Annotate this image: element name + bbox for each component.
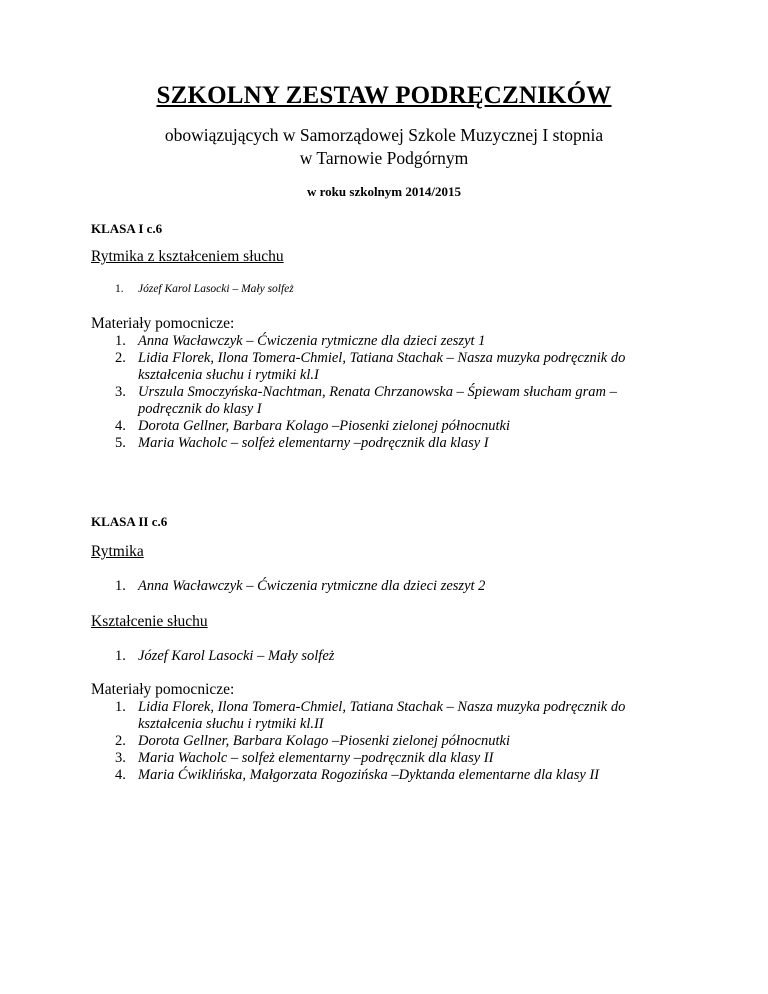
- list-item-number: 1.: [115, 699, 126, 715]
- klasa1-subject: Rytmika z kształceniem słuchu: [91, 248, 284, 265]
- list-item-text: Dorota Gellner, Barbara Kolago –Piosenki zielonej północnutki: [138, 418, 510, 434]
- list-item-number: 4.: [115, 418, 126, 434]
- klasa2-label: KLASA II c.6: [91, 514, 168, 529]
- klasa1-label: KLASA I c.6: [91, 221, 163, 236]
- list-item-text: podręcznik do klasy I: [138, 401, 262, 417]
- klasa2-subject-rytmika: Rytmika: [91, 543, 144, 560]
- list-item-number: 1.: [115, 578, 126, 594]
- list-item-text: Lidia Florek, Ilona Tomera-Chmiel, Tatiana Stachak – Nasza muzyka podręcznik do: [138, 699, 626, 715]
- list-item-text: Anna Wacławczyk – Ćwiczenia rytmiczne dla dzieci zeszyt 1: [138, 333, 486, 349]
- list-item-text: Józef Karol Lasocki – Mały solfeż: [138, 648, 335, 664]
- subtitle-line-1: obowiązujących w Samorządowej Szkole Muzycznej I stopnia: [164, 125, 604, 145]
- list-item-number: 4.: [115, 767, 126, 783]
- list-item-text: Lidia Florek, Ilona Tomera-Chmiel, Tatiana Stachak – Nasza muzyka podręcznik do: [138, 350, 626, 366]
- list-item-text: Anna Wacławczyk – Ćwiczenia rytmiczne dla dzieci zeszyt 2: [138, 578, 486, 594]
- list-item-number: 1.: [115, 648, 126, 664]
- list-item-text: Maria Wacholc – solfeż elementarny –podręcznik dla klasy II: [138, 750, 494, 766]
- list-item-number: 1.: [115, 283, 124, 295]
- list-item-number: 2.: [115, 350, 126, 366]
- klasa1-materials-label: Materiały pomocnicze:: [91, 315, 235, 332]
- list-item-text: Józef Karol Lasocki – Mały solfeż: [138, 283, 294, 295]
- list-item-text: Maria Ćwiklińska, Małgorzata Rogozińska –Dyktanda elementarne dla klasy II: [138, 767, 600, 783]
- list-item-text: kształcenia słuchu i rytmiki kl.I: [138, 367, 319, 383]
- school-year: w roku szkolnym 2014/2015: [307, 184, 461, 199]
- list-item-number: 5.: [115, 435, 126, 451]
- list-item-number: 1.: [115, 333, 126, 349]
- list-item-text: Urszula Smoczyńska-Nachtman, Renata Chrzanowska – Śpiewam słucham gram –: [138, 384, 617, 400]
- document-title: SZKOLNY ZESTAW PODRĘCZNIKÓW: [156, 82, 612, 109]
- list-item-text: Dorota Gellner, Barbara Kolago –Piosenki zielonej północnutki: [138, 733, 510, 749]
- klasa2-materials-label: Materiały pomocnicze:: [91, 681, 235, 698]
- list-item-text: kształcenia słuchu i rytmiki kl.II: [138, 716, 324, 732]
- list-item-number: 3.: [115, 384, 126, 400]
- subtitle-line-2: w Tarnowie Podgórnym: [299, 148, 469, 168]
- list-item-number: 2.: [115, 733, 126, 749]
- list-item-number: 3.: [115, 750, 126, 766]
- list-item-text: Maria Wacholc – solfeż elementarny –podręcznik dla klasy I: [138, 435, 489, 451]
- klasa2-subject-ksztalcenie: Kształcenie słuchu: [91, 613, 208, 630]
